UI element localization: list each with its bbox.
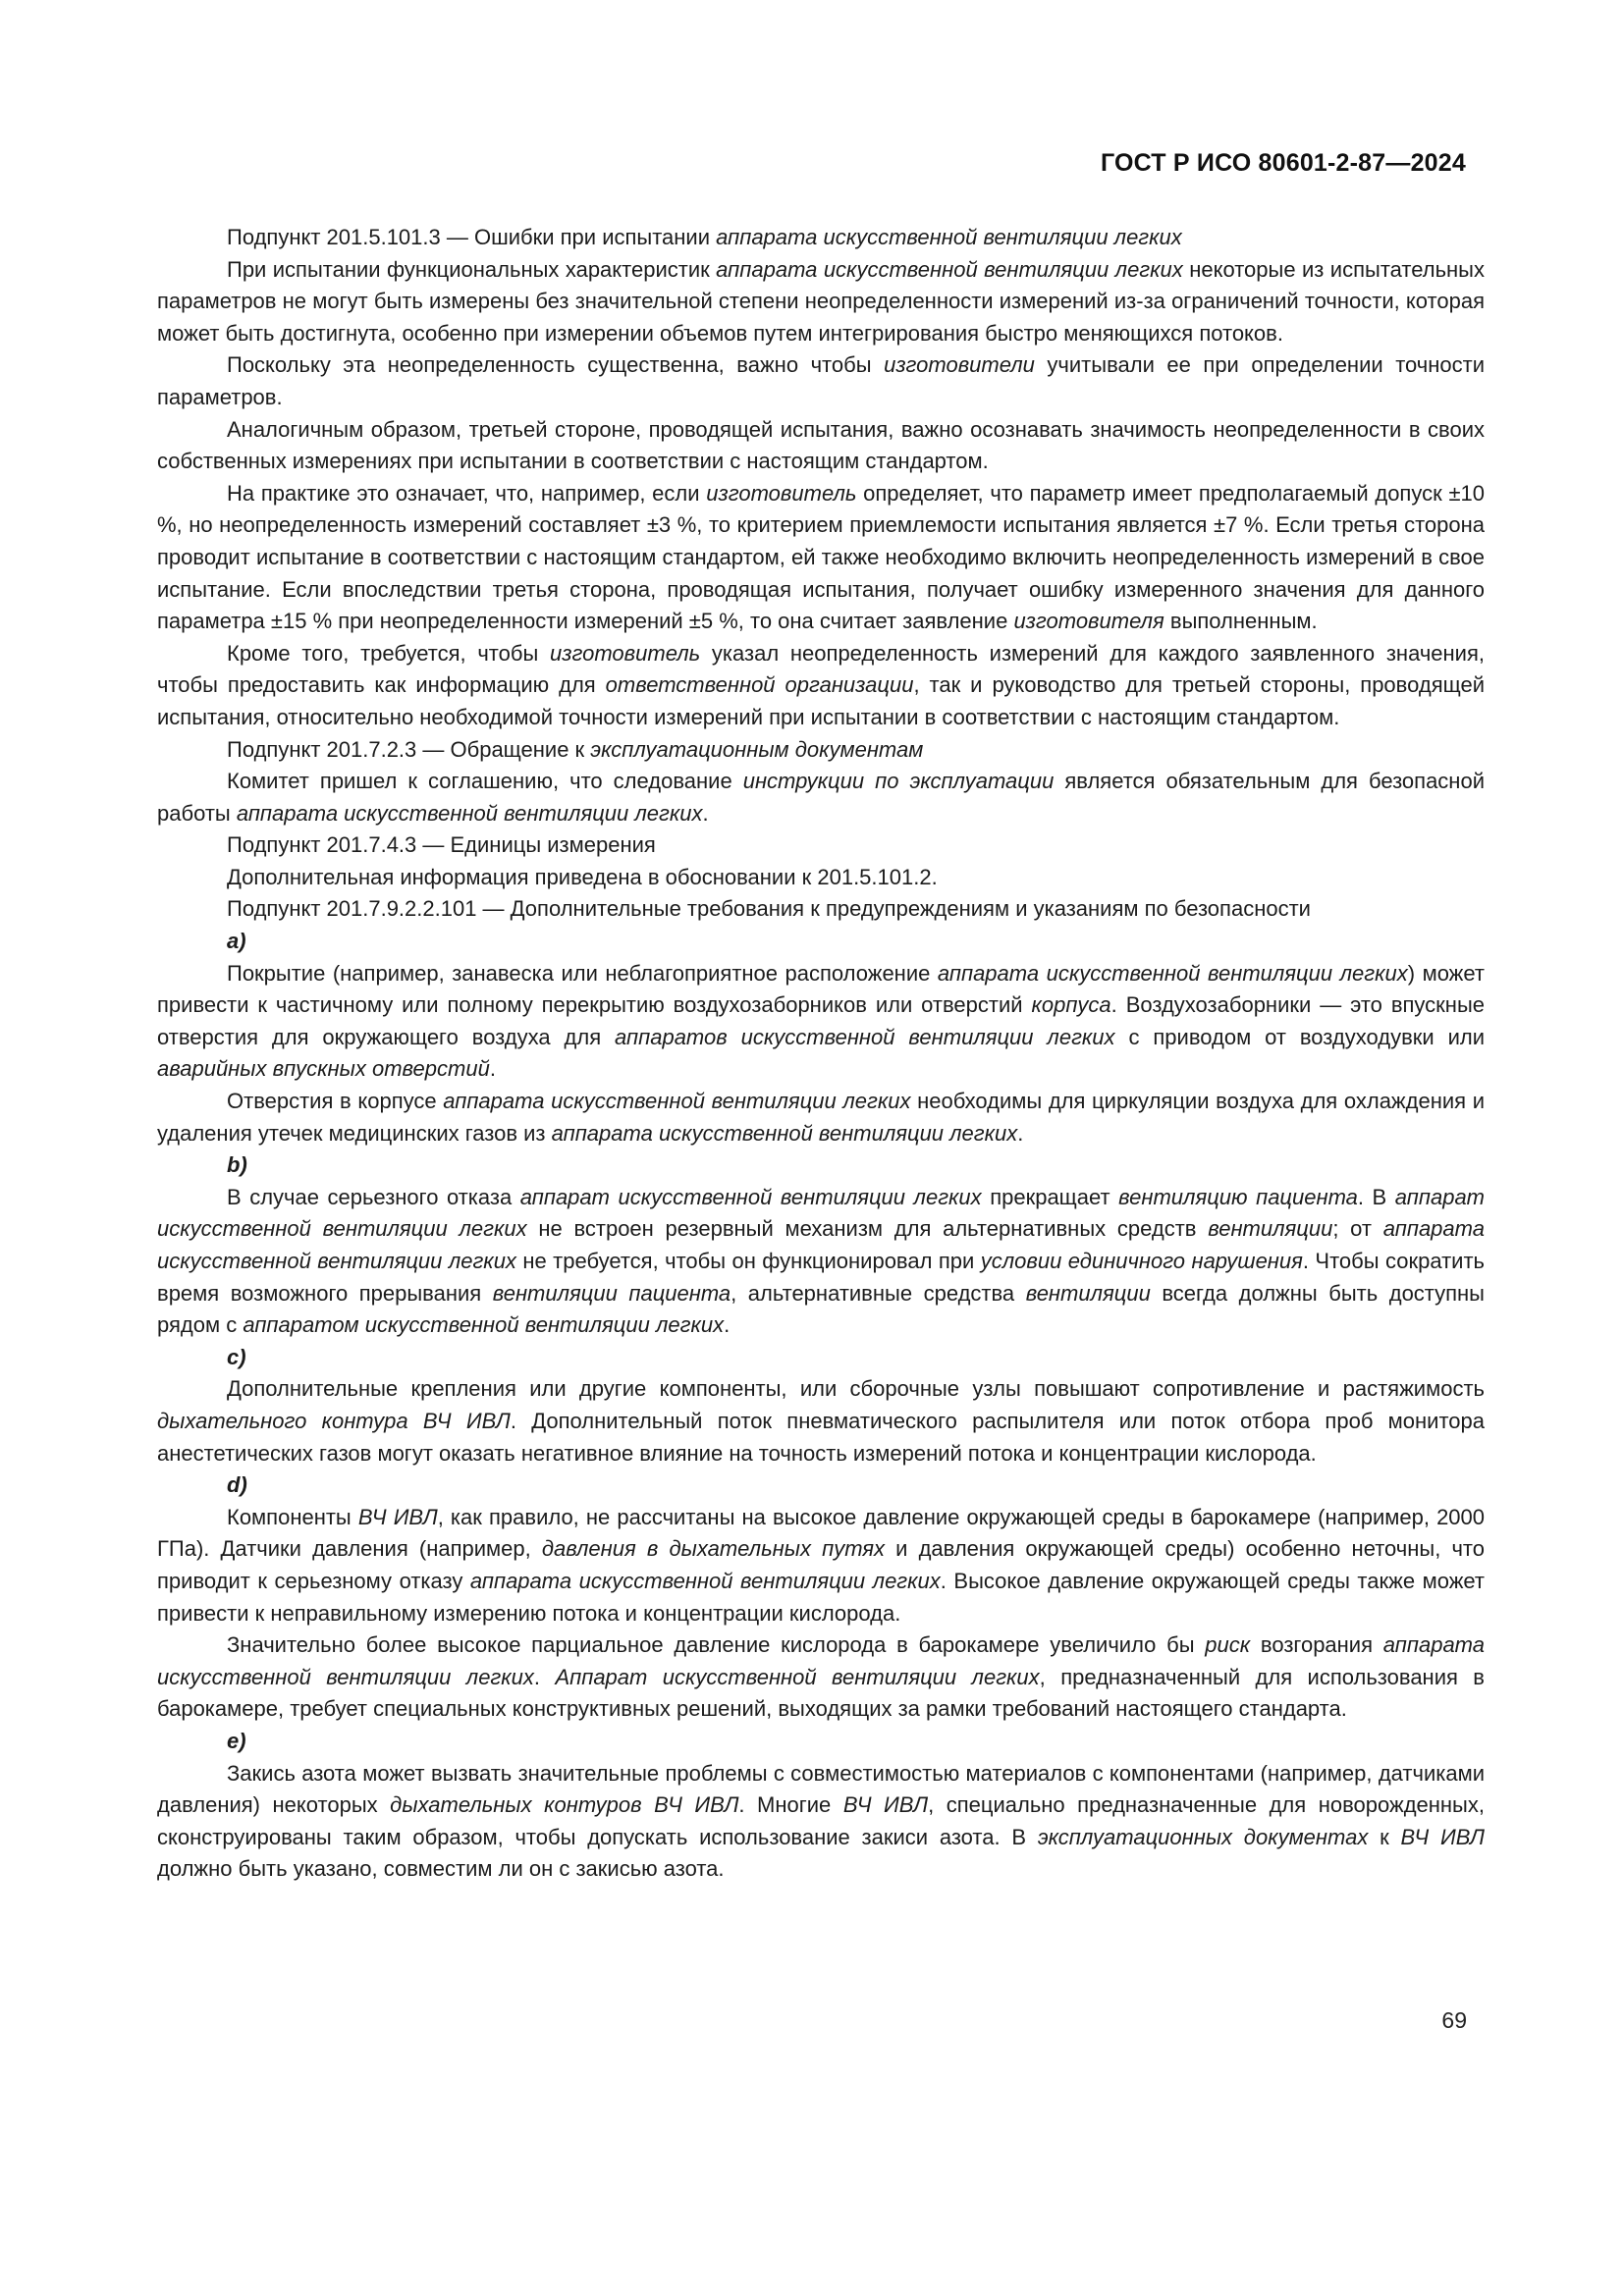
italic-term: аварийных впускных отверстий [157, 1056, 490, 1082]
italic-term: дыхательного контура ВЧ ИВЛ [157, 1408, 511, 1433]
page-number: 69 [1441, 2007, 1467, 2033]
italic-term: изготовители [884, 352, 1035, 378]
text-run: , как правило, не рассчитаны на высокое давление окружающей среды в барокамере (например, 2000 ГПа). Датчики давления (например, [157, 1504, 1486, 1562]
paragraph [157, 1086, 1485, 1149]
text-run: Кроме того, требуется, чтобы [227, 640, 551, 666]
italic-term: ВЧ ИВЛ [1400, 1824, 1486, 1849]
italic-term: ВЧ ИВЛ [357, 1504, 438, 1529]
text-run: . Многие [738, 1792, 843, 1818]
text-run: выполненным. [1164, 609, 1318, 634]
paragraph [157, 222, 1485, 254]
text-run: , альтернативные средства [731, 1280, 1026, 1306]
italic-term: аппарата искусственной вентиляции легких [443, 1089, 911, 1114]
text-run: некоторые из испытательных параметров не могут быть измерены без значительной степени неопределенности измерений из-за ограничений точности, которая может быть достигнута, особенно при измерении объемов путем интегрирования быстро меняющихся потоков. [157, 256, 1485, 346]
text-run: , специально предназначенные для новорожденных, сконструированы таким образом, чтобы допускать использование закиси азота. В [157, 1792, 1485, 1849]
italic-term: изготовитель [706, 480, 857, 506]
text-run: прекращает [981, 1184, 1119, 1209]
text-run: определяет, что параметр имеет предполагаемый допуск ±10 %, но неопределенность измерений составляет ±3 %, то критерием приемлемости испытания является ±7 %. Если третья сторона проводит испытание в соответствии с настоящим стандартом, ей также необходимо включить неопределенность измерений в свое испытание. Если впоследствии третья сторона, проводящая испытания, получает ошибку измеренного значения для данного параметра ±15 % при неопределенности измерений ±5 %, то она считает заявление [157, 480, 1485, 634]
italic-term: условии единичного нарушения [980, 1249, 1303, 1273]
text-run: , предназначенный для использования в барокамере, требует специальных конструктивных решений, выходящих за рамки требований настоящего стандарта. [157, 1664, 1485, 1722]
text-run: При испытании функциональных характеристик [227, 256, 717, 282]
text-run: ; от [1332, 1216, 1383, 1242]
standard-header: ГОСТ Р ИСО 80601-2-87—2024 [1100, 149, 1466, 177]
paragraph [157, 1629, 1485, 1726]
text-run: e) [227, 1728, 246, 1753]
text-run: Комитет пришел к соглашению, что следование [227, 769, 743, 794]
text-run: . [489, 1056, 496, 1082]
italic-term: Аппарат искусственной вентиляции легких [555, 1664, 1040, 1689]
text-run: ) может привести к частичному или полному перекрытию воздухозаборников или отверстий [157, 960, 1485, 1018]
italic-term: эксплуатационных документах [1037, 1824, 1369, 1849]
italic-term: аппарата искусственной вентиляции легких [937, 960, 1408, 986]
italic-term: вентиляции пациента [492, 1280, 731, 1306]
text-run: Дополнительные крепления или другие компоненты, или сборочные узлы повышают сопротивление и растяжимость [227, 1376, 1485, 1402]
italic-term: аппарата искусственной вентиляции легких [236, 800, 703, 826]
paragraph [157, 638, 1485, 734]
italic-term: дыхательных контуров ВЧ ИВЛ [390, 1792, 739, 1818]
italic-term: давления в дыхательных путях [541, 1536, 886, 1562]
italic-term: аппарата искусственной вентиляции легких [157, 1216, 1485, 1273]
italic-term: вентиляции [1208, 1216, 1333, 1242]
text-run: Отверстия в корпусе [227, 1089, 444, 1114]
text-run: является обязательным для безопасной работы [157, 769, 1485, 826]
paragraph [157, 254, 1485, 350]
text-run: Подпункт 201.7.9.2.2.101 — Дополнительные требования к предупреждениям и указаниям по безопасности [227, 896, 1311, 922]
text-run: . Воздухозаборники — это впускные отверстия для окружающего воздуха для [157, 992, 1485, 1049]
text-run: . [702, 800, 709, 826]
italic-term: ВЧ ИВЛ [842, 1792, 929, 1818]
text-run: указал неопределенность измерений для каждого заявленного значения, чтобы предоставить как информацию для [157, 640, 1485, 698]
paragraph [157, 1182, 1485, 1342]
text-run: и давления окружающей среды) особенно неточны, что приводит к серьезному отказу [157, 1536, 1485, 1593]
paragraph [157, 893, 1485, 926]
italic-term: изготовителя [1013, 609, 1164, 634]
text-run: . Высокое давление окружающей среды также может привести к неправильному измерению потока и концентрации кислорода. [157, 1568, 1485, 1626]
list-marker [157, 1469, 1485, 1502]
italic-term: ответственной организации [605, 672, 914, 698]
text-run: учитывали ее при определении точности параметров. [157, 352, 1485, 409]
italic-term: риск [1205, 1632, 1251, 1658]
list-marker [157, 1149, 1485, 1182]
text-run: . [1017, 1120, 1024, 1146]
paragraph [157, 829, 1485, 862]
text-run: c) [227, 1344, 246, 1369]
text-run: . [724, 1312, 731, 1338]
paragraph [157, 1502, 1485, 1629]
italic-term: инструкции по эксплуатации [742, 769, 1055, 794]
paragraph [157, 766, 1485, 829]
text-run: , так и руководство для третьей стороны, проводящей испытания, относительно необходимой точности измерений при испытании в соответствии с настоящим стандартом. [157, 672, 1485, 729]
text-run: должно быть указано, совместим ли он с закисью азота. [157, 1856, 725, 1882]
text-run: возгорания [1250, 1632, 1383, 1658]
text-run: Покрытие (например, занавеска или неблагоприятное расположение [227, 960, 938, 986]
text-run: Дополнительная информация приведена в обосновании к 201.5.101.2. [227, 864, 938, 889]
italic-term: аппарат искусственной вентиляции легких [519, 1184, 982, 1209]
italic-term: корпуса [1031, 992, 1111, 1018]
text-run: Аналогичным образом, третьей стороне, проводящей испытания, важно осознавать значимость неопределенности в своих собственных измерениях при испытании в соответствии с настоящим стандартом. [157, 416, 1485, 474]
paragraph [157, 1373, 1485, 1469]
list-marker [157, 926, 1485, 958]
italic-term: аппарата искусственной вентиляции легких [157, 1632, 1485, 1689]
text-run: Подпункт 201.5.101.3 — Ошибки при испытании [227, 225, 717, 249]
italic-term: аппарата искусственной вентиляции легких [716, 225, 1182, 249]
text-run: Компоненты [227, 1504, 358, 1529]
text-run: всегда должны быть доступны рядом с [157, 1280, 1485, 1338]
italic-term: аппарата искусственной вентиляции легких [469, 1568, 941, 1593]
text-run: На практике это означает, что, например, если [227, 480, 707, 506]
italic-term: изготовитель [550, 640, 701, 666]
italic-term: аппарата искусственной вентиляции легких [551, 1120, 1018, 1146]
text-run: a) [227, 929, 246, 954]
text-run: к [1368, 1824, 1401, 1849]
paragraph [157, 734, 1485, 767]
text-run: Подпункт 201.7.2.3 — Обращение к [227, 736, 591, 762]
text-run: d) [227, 1472, 247, 1498]
paragraph [157, 478, 1485, 638]
text-run: . В [1357, 1184, 1395, 1209]
italic-term: аппарата искусственной вентиляции легких [716, 256, 1183, 282]
text-run: В случае серьезного отказа [227, 1184, 520, 1209]
text-run: не встроен резервный механизм для альтернативных средств [526, 1216, 1209, 1242]
paragraph [157, 862, 1485, 894]
text-run: не требуется, чтобы он функционировал при [515, 1249, 981, 1273]
text-run: b) [227, 1152, 247, 1178]
italic-term: аппаратом искусственной вентиляции легких [243, 1312, 725, 1338]
text-run: Закись азота может вызвать значительные проблемы с совместимостью материалов с компонентами (например, датчиками давления) некоторых [157, 1760, 1485, 1818]
italic-term: вентиляцию пациента [1118, 1184, 1358, 1209]
text-run: . Дополнительный поток пневматического распылителя или поток отбора проб монитора анестетических газов могут оказать негативное влияние на точность измерений потока и концентрации кислорода. [157, 1408, 1486, 1466]
paragraph [157, 414, 1485, 478]
italic-term: аппарат искусственной вентиляции легких [157, 1184, 1485, 1242]
italic-term: эксплуатационным документам [590, 736, 924, 762]
text-run: необходимы для циркуляции воздуха для охлаждения и удаления утечек медицинских газов из [157, 1089, 1485, 1146]
paragraph [157, 1758, 1485, 1886]
text-run: . [533, 1664, 556, 1689]
paragraph [157, 349, 1485, 413]
italic-term: аппаратов искусственной вентиляции легких [615, 1024, 1115, 1049]
text-run: Значительно более высокое парциальное давление кислорода в барокамере увеличило бы [227, 1632, 1206, 1658]
paragraph [157, 958, 1485, 1086]
text-run: с приводом от воздуходувки или [1114, 1024, 1485, 1049]
text-run: . Чтобы сократить время возможного прерывания [157, 1249, 1485, 1306]
text-run: Поскольку эта неопределенность существенна, важно чтобы [227, 352, 885, 378]
document-body [157, 222, 1485, 1886]
text-run: Подпункт 201.7.4.3 — Единицы измерения [227, 832, 656, 858]
italic-term: вентиляции [1025, 1280, 1151, 1306]
list-marker [157, 1342, 1485, 1374]
list-marker [157, 1726, 1485, 1758]
